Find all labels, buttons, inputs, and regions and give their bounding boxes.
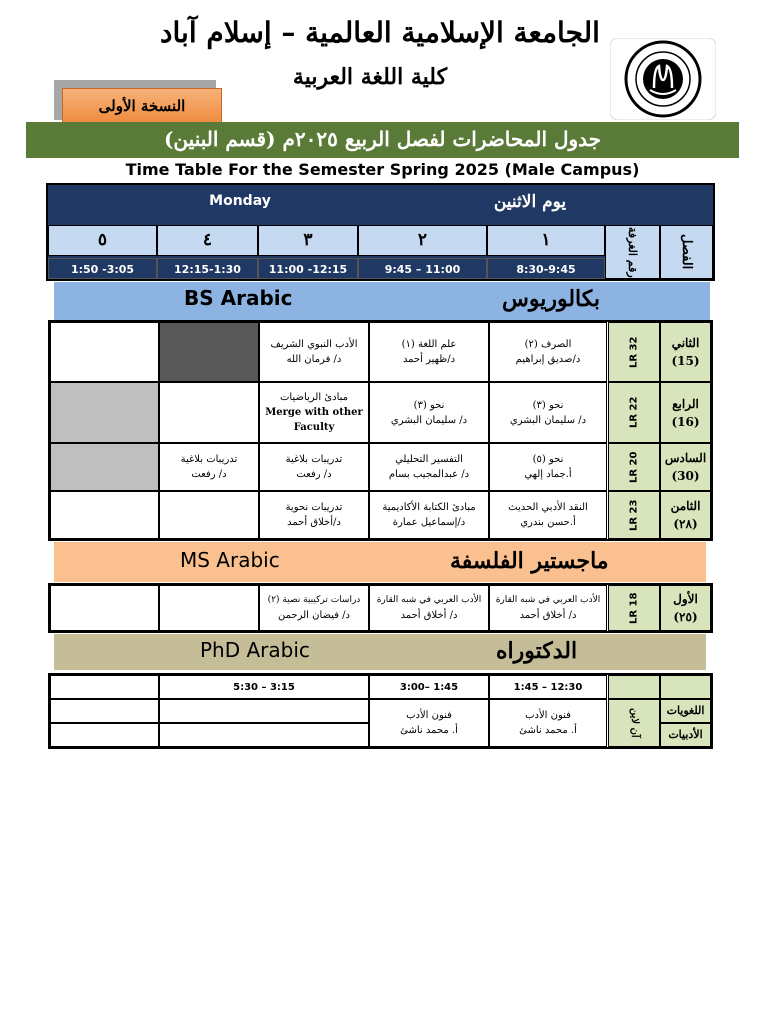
timetable-title-en: Time Table For the Semester Spring 2025 (Male Campus) [125, 160, 640, 179]
course-name: نحو (٣) [532, 399, 564, 411]
period-5: ٥ [48, 225, 157, 256]
ms-title-ar: ماجستير الفلسفة [450, 548, 609, 574]
phd-online-label: آن لاين [608, 699, 660, 747]
time-3: 11:00 -12:15 [258, 258, 358, 279]
instructor-name: أ. محمد ناشئ [400, 725, 458, 736]
course-name: الأدب النبوي الشريف [270, 339, 358, 350]
student-count: (15) [671, 354, 700, 368]
instructor-name: د/ فيضان الرحمن [278, 610, 350, 621]
course-name: تدريبات بلاغية [180, 454, 238, 465]
university-logo [610, 38, 716, 120]
period-2: ٢ [358, 225, 487, 256]
instructor-name: د/إسماعيل عمارة [392, 517, 466, 528]
course-name: علم اللغة (١) [401, 339, 457, 350]
course-name: تدريبات بلاغية [285, 454, 343, 465]
timetable-banner-ar: جدول المحاضرات لفصل الربيع ٢٠٢٥م (قسم البنين) [26, 122, 739, 158]
class-cell [489, 491, 607, 539]
period-3: ٣ [258, 225, 358, 256]
bs-title-ar: بكالوريوس [502, 286, 601, 312]
semester-name: الثاني [671, 336, 700, 350]
student-count: (٢٥) [673, 610, 698, 624]
phd-room-corner [608, 675, 660, 699]
empty-cell [50, 443, 159, 491]
class-cell [369, 585, 489, 631]
bs-semester-4 [660, 382, 711, 443]
phd-time-2: 3:00– 1:45 [369, 675, 489, 699]
course-name: دراسات تركيبية نصية (٢) [267, 595, 361, 605]
semester-name: الرابع [672, 396, 699, 411]
day-name-ar: يوم الاثنين [493, 192, 567, 212]
instructor-name: أ.جماد إلهي [524, 469, 572, 480]
instructor-name: د/أخلاق أحمد [287, 517, 341, 528]
course-name: الأدب العربي في شبه القارة [376, 595, 482, 605]
merge-note: Merge with other Faculty [265, 407, 363, 433]
class-cell [369, 491, 489, 539]
day-name-en: Monday [209, 193, 271, 209]
semester-name: الأول [673, 592, 698, 606]
instructor-name: د/ سليمان البشري [390, 414, 468, 426]
instructor-name: د/ سليمان البشري [509, 414, 587, 426]
instructor-name: د/ أخلاق أحمد [400, 610, 458, 621]
class-cell [369, 382, 489, 443]
instructor-name: د/صديق إبراهيم [515, 354, 581, 365]
instructor-name: د/ رفعت [191, 469, 227, 480]
phd-title-ar: الدكتوراه [496, 638, 578, 664]
instructor-name: د/ أخلاق أحمد [519, 610, 577, 621]
period-4: ٤ [157, 225, 258, 256]
empty-cell [50, 675, 159, 699]
course-name: النقد الأدبي الحديث [508, 502, 588, 513]
empty-cell [50, 382, 159, 443]
bs-semester-8 [660, 491, 711, 539]
student-count: (30) [671, 469, 700, 483]
instructor-name: د/ رفعت [296, 469, 332, 480]
course-name: مبادئ الكتابة الأكاديمية [382, 502, 476, 513]
empty-cell [159, 699, 369, 723]
semester-name: الثامن [670, 499, 701, 513]
period-1: ١ [487, 225, 605, 256]
class-cell [369, 699, 489, 747]
room-number: LR 23 [608, 491, 660, 539]
course-name: التفسير التحليلي [395, 454, 463, 465]
phd-track-literature: الأدبيات [660, 723, 711, 747]
course-name: تدريبات نحوية [285, 502, 343, 513]
university-name: الجامعة الإسلامية العالمية – إسلام آباد [160, 16, 600, 49]
ms-banner [54, 542, 706, 582]
course-name: الصرف (٢) [524, 339, 572, 350]
semester-name: السادس [664, 451, 707, 465]
instructor-name: أ.حسن بندري [520, 517, 576, 528]
instructor-name: أ. محمد ناشئ [519, 725, 577, 736]
course-name: نحو (٥) [532, 454, 564, 465]
time-5: 1:50 -3:05 [48, 258, 157, 279]
phd-title-en: PhD Arabic [200, 638, 310, 662]
empty-cell [50, 723, 159, 747]
class-cell [159, 443, 259, 491]
class-cell [489, 443, 607, 491]
class-cell [259, 585, 369, 631]
course-name: نحو (٣) [413, 399, 445, 411]
class-cell [489, 382, 607, 443]
room-number: LR 22 [608, 382, 660, 443]
phd-corner [660, 675, 711, 699]
empty-cell [159, 585, 259, 631]
class-cell [489, 699, 607, 747]
empty-cell [159, 382, 259, 443]
class-cell [489, 585, 607, 631]
phd-track-linguistics: اللغويات [660, 699, 711, 723]
instructor-name: د/ظهير أحمد [402, 354, 456, 365]
empty-cell [50, 585, 159, 631]
phd-time-3: 5:30 – 3:15 [159, 675, 369, 699]
empty-cell [50, 322, 159, 382]
class-cell [259, 491, 369, 539]
student-count: (16) [671, 414, 700, 429]
empty-cell [50, 491, 159, 539]
bs-banner [54, 282, 710, 320]
class-cell [489, 322, 607, 382]
col-room: رقم الغرفة [605, 225, 660, 279]
col-semester: الفصل [660, 225, 713, 279]
time-4: 12:15-1:30 [157, 258, 258, 279]
ms-title-en: MS Arabic [180, 548, 280, 572]
edition-label: النسخة الأولى [62, 88, 222, 125]
phd-time-1: 1:45 – 12:30 [489, 675, 607, 699]
room-number: LR 18 [608, 585, 660, 631]
course-name: فنون الأدب [406, 710, 452, 721]
instructor-name: د/ عبدالمجيب بسام [388, 469, 470, 480]
empty-cell [159, 491, 259, 539]
class-cell [259, 382, 369, 443]
time-2: 9:45 – 11:00 [358, 258, 487, 279]
class-cell [369, 322, 489, 382]
course-name: فنون الأدب [525, 710, 571, 721]
bs-title-en: BS Arabic [184, 286, 293, 310]
room-number: LR 32 [608, 322, 660, 382]
course-name: مبادئ الرياضيات [279, 392, 349, 403]
empty-cell [159, 723, 369, 747]
class-cell [369, 443, 489, 491]
course-name: الأدب العربي في شبه القارة [495, 595, 601, 605]
bs-semester-6 [660, 443, 711, 491]
time-1: 8:30-9:45 [487, 258, 605, 279]
empty-cell [159, 322, 259, 382]
class-cell [259, 443, 369, 491]
ms-semester-1 [660, 585, 711, 631]
empty-cell [50, 699, 159, 723]
class-cell [259, 322, 369, 382]
faculty-name: كلية اللغة العربية [292, 64, 448, 90]
room-number: LR 20 [608, 443, 660, 491]
student-count: (٢٨) [673, 517, 698, 531]
bs-semester-2 [660, 322, 711, 382]
instructor-name: د/ فرمان الله [286, 354, 342, 365]
phd-banner [54, 634, 706, 670]
